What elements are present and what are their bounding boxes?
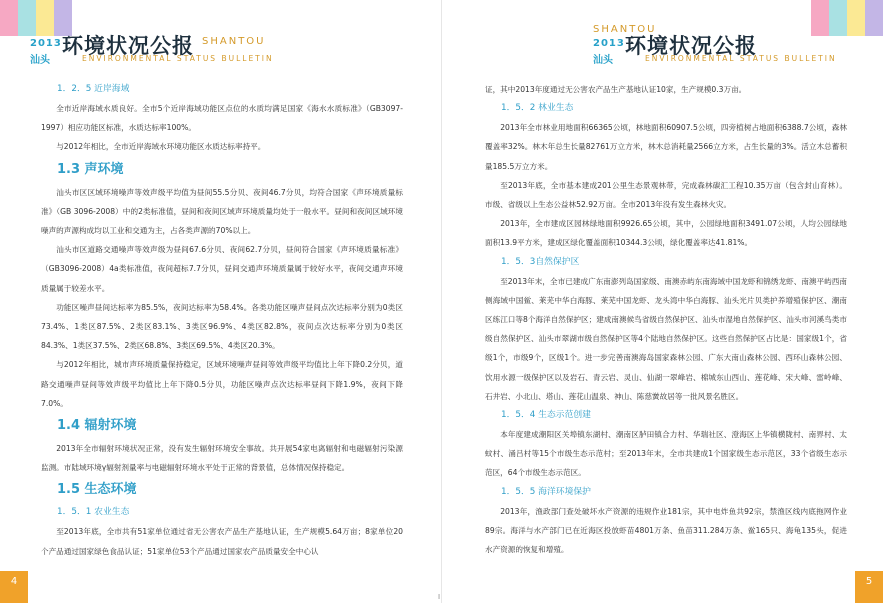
body-paragraph: 证，其中2013年度通过无公害农产品生产基地认证10家，生产规模0.3万亩。 [485,85,747,94]
stripe-yellow [847,0,865,36]
body-paragraph: 2013年，全市建成区园林绿地面积9926.65公顷，其中，公园绿地面积3491.07公顷，人均公园绿地面积13.9平方米，建成区绿化覆盖面积10344.3公顷，绿化覆盖率达41.81%。 [485,219,847,248]
right-page [442,0,883,603]
subsection-heading: 1．2．5 近岸海域 [57,84,130,94]
subsection-heading: 1．5．1 农业生态 [57,507,130,518]
stripe-pink [0,0,18,36]
masthead-english-subtitle: ENVIRONMENTAL STATUS BULLETIN [645,54,837,63]
left-page [0,0,441,603]
masthead-city: 汕头 [593,55,613,66]
stripe-purple [865,0,883,36]
body-paragraph: 2013年全市林业用地面积66365公顷，林地面积60907.5公顷，四旁植树占地面积6388.7公顷，森林覆盖率32%。林木年总生长量82761万立方米，林木总消耗量2566立方米，占生长量的3%。活立木总蓄积量185.5万立方米。 [485,123,847,171]
body-paragraph: 2013年全市辐射环境状况正常，没有发生辐射环境安全事故。共开展54家电离辐射和电磁辐射污染源监测。市陆域环境γ辐射剂量率与电磁辐射环境水平处于正常的背景值，总体情况保持稳定。 [41,444,403,473]
body-paragraph: 至2013年底，全市基本建成201公里生态景观林带，完成森林碳汇工程10.35万亩（包含封山育林）。市级、省级以上生态公益林52.92万亩。全市2013年没有发生森林火灾。 [485,180,847,210]
body-paragraph: 与2012年相比，全市近岸海域水环境功能区水质达标率持平。 [56,142,266,152]
subsection-heading: 1．5．3自然保护区 [501,256,580,267]
masthead-title: 环境状况公报 [62,34,194,58]
body-paragraph: 与2012年相比，城市声环境质量保持稳定，区域环境噪声昼间等效声级平均值比上年下降0.2分贝，道路交通噪声昼间等效声级平均值比上年下降0.5分贝，功能区噪声点次达标率昼间下降1.9%，夜间下降7.0%。 [41,360,403,408]
subsection-heading: 1．5．4 生态示范创建 [501,410,591,421]
masthead-year: 2013 [593,38,625,49]
right-page-content [485,80,847,559]
body-paragraph: 汕头市区道路交通噪声等效声级为昼间67.6分贝、夜间62.7分贝，昼间符合国家《声环境质量标准》（GB3096-2008）4a类标准值，夜间超标7.7分贝，昼间交通声环境质量属于较好水平，夜间交通声环境质量属于较差水平。 [41,245,403,293]
masthead-english-city: SHANTOU [593,24,657,35]
body-paragraph: 至2013年底，全市共有51家单位通过省无公害农产品生产基地认证，生产规模5.64万亩；8家单位20个产品通过国家绿色食品认证；51家单位53个产品通过国家农产品质量安全中心认 [41,527,403,556]
center-page-mark: I [438,593,441,601]
body-paragraph: 功能区噪声昼间达标率为85.5%，夜间达标率为58.4%。各类功能区噪声昼间点次达标率分别为0类区73.4%、1类区87.5%、2类区83.1%、3类区96.9%、4类区82.8%，夜间点次达标率分别为0类区84.3%、1类区37.5%、2类区68.8%、3类区69.5%、4类区20.3%。 [41,302,403,351]
section-heading: 1.4 辐射环境 [57,418,137,434]
section-heading: 1.5 生态环境 [57,482,137,498]
body-paragraph: 本年度建成潮阳区关埠镇东湖村、潮南区胪田镇合力村、华瑞社区、澄海区上华镇横陇村、南界村、太蚊村、涌吕村等15个市级生态示范村；至2013年末，全市共建成1个国家级生态示范区，33个省级生态示范区，64个市级生态示范区。 [485,430,847,478]
masthead-city: 汕头 [30,55,50,66]
body-paragraph: 汕头市区区域环境噪声等效声级平均值为昼间55.5分贝、夜间46.7分贝，均符合国家《声环境质量标准》（GB 3096-2008）中的2类标准值，昼间和夜间区域声环境质量均处于一般水平。昼间和夜间区域环境噪声的声源构成均以工业和交通为主，占各类声源的70%以上。 [41,187,403,236]
section-heading: 1.3 声环境 [57,161,124,177]
body-paragraph: 2013年，渔政部门查处破坏水产资源的违规作业181宗，其中电炸鱼共92宗，禁渔区线内底拖网作业89宗。海洋与水产部门已在近海区投放虾苗4801万条、鱼苗311.284万条、鲎165只、海龟135头，促进水产资源的恢复和增殖。 [485,506,847,555]
masthead [30,24,290,70]
masthead-english-subtitle: ENVIRONMENTAL STATUS BULLETIN [82,54,274,63]
masthead-english-city: SHANTOU [202,36,266,47]
body-paragraph: 全市近岸海域水质良好。全市5个近岸海域功能区点位的水质均满足国家《海水水质标准》（GB3097-1997）相应功能区标准，水质达标率100%。 [41,104,403,133]
masthead-year: 2013 [30,38,62,49]
subsection-heading: 1．5．5 海洋环境保护 [501,486,591,497]
masthead-title: 环境状况公报 [625,34,757,58]
left-page-content [41,80,403,561]
subsection-heading: 1．5．2 林业生态 [501,103,574,114]
body-paragraph: 至2013年末，全市已建成广东南澎列岛国家级、南澳赤屿东南海域中国龙虾和锦绣龙虾、南澳平屿西南侧海域中国鲎、莱芜中华白海豚、莱芜中国龙虾、龙头湾中华白海豚、汕头光片贝类护养增殖保护区、潮南区练江口等8个海洋自然保护区；建成南澳候鸟省级自然保护区、汕头市湿地自然保护区、汕头市河溪鸟类市级自然保护区、汕头市翠湖市级自然保护区等4个陆地自然保护区。这些自然保护区占比是：国家级1个，省级1个，市级9个，区级1个。进一步完善南澳海岛国家森林公园、广东大南山森林公园、西环山森林公园、饮用水源一级保护区以及岩石、青云岩、灵山、仙湖一翠峰岩、棉城东山西山、莲花峰、宋大峰、雷岭峰、石井岩、小北山、塔山、莲花山温泉、神山、陈慈黉故居等一批风景名胜区。 [485,276,847,401]
page-number-left: 4 [0,571,28,603]
masthead [593,24,843,70]
page-number-right: 5 [855,571,883,603]
